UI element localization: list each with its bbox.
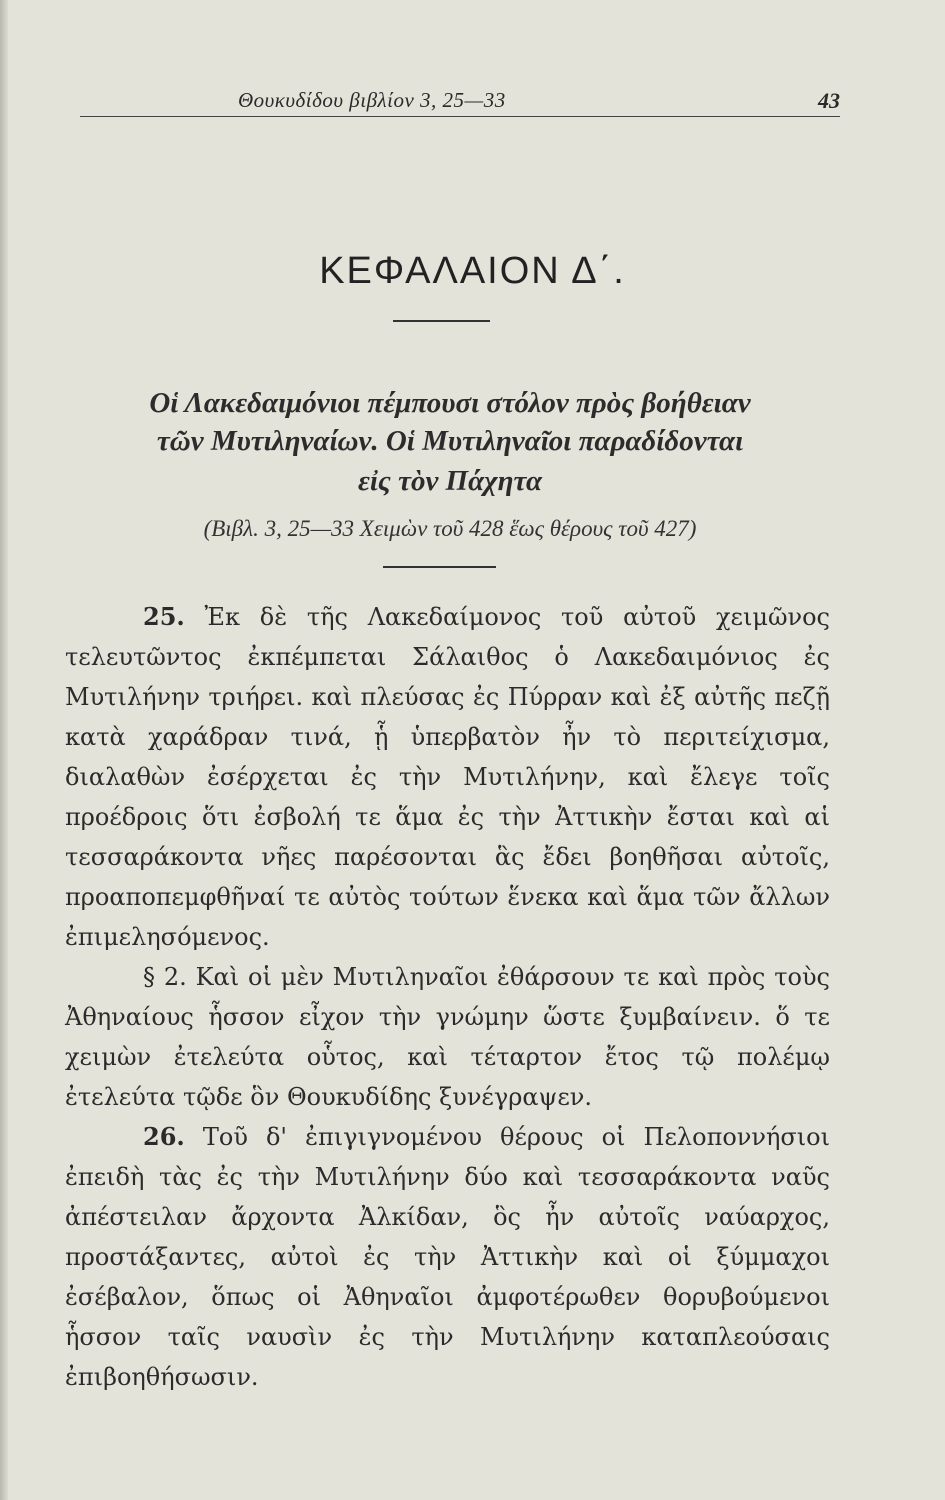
chapter-divider: [393, 320, 490, 322]
chapter-title: ΚΕΦΑΛΑΙΟΝ Δ΄.: [319, 250, 626, 292]
running-title: Θουκυδίδου βιβλίον 3, 25—33: [238, 88, 506, 112]
paragraph-26: [65, 1117, 830, 1397]
paragraph-25: [65, 597, 830, 957]
summary-line-2: τῶν Μυτιληναίων. Οἱ Μυτιληναῖοι παραδίδονται: [156, 425, 744, 457]
paragraph-text: Τοῦ δ' ἐπιγιγνομένου θέρους οἱ Πελοποννήσιοι ἐπειδὴ τὰς ἐς τὴν Μυτιλήνην δύο καὶ τεσσαράκοντα ναῦς ἀπέστειλαν ἄρχοντα Ἀλκίδαν, ὃς ἦν αὐτοῖς ναύαρχος, προστάξαντες, αὐτοὶ ἐς τὴν Ἀττικὴν καὶ οἱ ξύμμαχοι ἐσέβαλον, ὅπως οἱ Ἀθηναῖοι ἀμφοτέρωθεν θορυβούμενοι ἧσσον ταῖς ναυσὶν ἐς τὴν Μυτιλήνην καταπλεούσαις ἐπιβοηθήσωσιν.: [65, 1123, 830, 1391]
summary-line-3: εἰς τὸν Πάχητα: [357, 465, 543, 497]
page-number: 43: [818, 88, 840, 113]
summary-divider: [383, 566, 496, 568]
paragraph-25-2: [65, 957, 830, 1117]
page-gutter-edge: [0, 0, 8, 1500]
section-number: § 2.: [143, 963, 187, 991]
paragraph-text: Ἐκ δὲ τῆς Λακεδαίμονος τοῦ αὐτοῦ χειμῶνος τελευτῶντος ἐκπέμπεται Σάλαιθος ὁ Λακεδαιμόνιος ἐς Μυτιλήνην τριήρει. καὶ πλεύσας ἐς Πύρραν καὶ ἐξ αὐτῆς πεζῇ κατὰ χαράδραν τινά, ᾗ ὑπερβατὸν ἦν τὸ περιτείχισμα, διαλαθὼν ἐσέρχεται ἐς τὴν Μυτιλήνην, καὶ ἔλεγε τοῖς προέδροις ὅτι ἐσβολή τε ἅμα ἐς τὴν Ἀττικὴν ἔσται καὶ αἱ τεσσαράκοντα νῆες παρέσονται ἃς ἔδει βοηθῆσαι αὐτοῖς, προαποπεμφθῆναί τε αὐτὸς τούτων ἕνεκα καὶ ἅμα τῶν ἄλλων ἐπιμελησόμενος.: [65, 603, 830, 951]
body-text: [65, 597, 830, 1397]
section-number: 26.: [143, 1122, 185, 1151]
header-rule: [80, 116, 840, 117]
paragraph-text: Καὶ οἱ μὲν Μυτιληναῖοι ἐθάρσουν τε καὶ πρὸς τοὺς Ἀθηναίους ἧσσον εἶχον τὴν γνώμην ὥστε ξυμβαίνειν. ὅ τε χειμὼν ἐτελεύτα οὗτος, καὶ τέταρτον ἔτος τῷ πολέμῳ ἐτελεύτα τῷδε ὃν Θουκυδίδης ξυνέγραψεν.: [65, 963, 830, 1111]
section-number: 25.: [143, 602, 185, 631]
running-header: [60, 88, 840, 122]
summary-line-1: Οἱ Λακεδαιμόνιοι πέμπουσι στόλον πρὸς βοήθειαν: [149, 387, 751, 419]
summary-range: (Βιβλ. 3, 25—33 Χειμὼν τοῦ 428 ἕως θέρους τοῦ 427): [203, 516, 697, 541]
